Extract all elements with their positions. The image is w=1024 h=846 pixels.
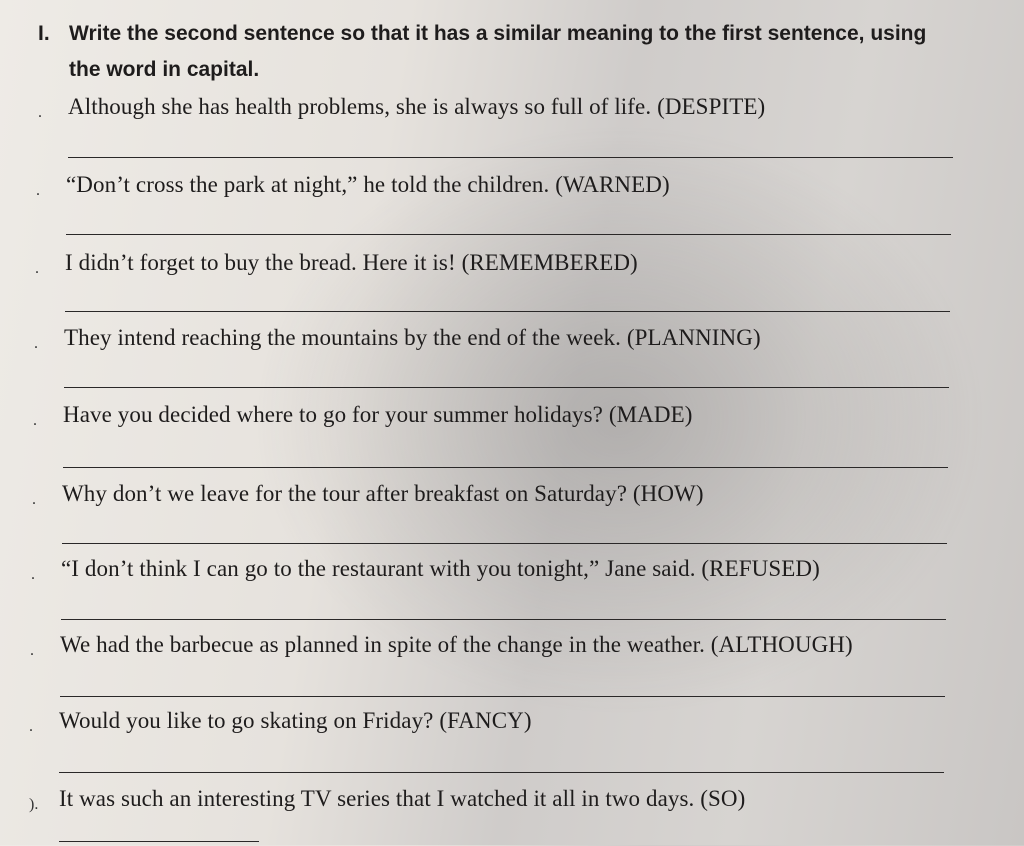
item-marker: .: [32, 491, 36, 508]
exercise-instructions: [38, 16, 988, 88]
item-sentence: Why don’t we leave for the tour after breakfast on Saturday? (HOW): [62, 481, 704, 506]
item-sentence: “I don’t think I can go to the restaurant with you tonight,” Jane said. (REFUSED): [61, 556, 820, 581]
answer-line[interactable]: [65, 311, 950, 312]
item-sentence: We had the barbecue as planned in spite of the change in the weather. (ALTHOUGH): [60, 632, 853, 657]
exercise-item-10: [29, 786, 969, 846]
item-marker: .: [29, 718, 33, 735]
answer-line[interactable]: [61, 619, 946, 620]
item-sentence: I didn’t forget to buy the bread. Here it is! (REMEMBERED): [65, 250, 638, 275]
item-sentence: It was such an interesting TV series that I watched it all in two days. (SO): [59, 786, 746, 811]
exercise-item-5: [33, 402, 973, 462]
answer-line[interactable]: [59, 841, 259, 842]
exercise-item-8: [30, 632, 970, 692]
item-marker: .: [38, 104, 42, 121]
exercise-item-2: [36, 172, 976, 232]
item-sentence: Would you like to go skating on Friday? (FANCY): [59, 708, 532, 733]
exercise-item-6: [32, 481, 972, 541]
item-sentence: Have you decided where to go for your summer holidays? (MADE): [63, 402, 693, 427]
exercise-item-7: [31, 556, 971, 616]
item-sentence: “Don’t cross the park at night,” he told the children. (WARNED): [66, 172, 670, 197]
answer-line[interactable]: [63, 467, 948, 468]
item-marker: ).: [29, 796, 39, 813]
item-marker: .: [34, 335, 38, 352]
exercise-number: I.: [38, 22, 50, 45]
item-marker: .: [36, 182, 40, 199]
exercise-item-3: [35, 250, 975, 310]
item-marker: .: [33, 412, 37, 429]
item-marker: .: [31, 566, 35, 583]
instructions-line-1: Write the second sentence so that it has a similar meaning to the first sentence, using: [69, 22, 927, 45]
answer-line[interactable]: [66, 234, 951, 235]
answer-line[interactable]: [64, 387, 949, 388]
answer-line[interactable]: [60, 696, 945, 697]
answer-line[interactable]: [59, 772, 944, 773]
answer-line[interactable]: [68, 157, 953, 158]
exercise-item-1: [38, 94, 978, 154]
item-sentence: Although she has health problems, she is always so full of life. (DESPITE): [68, 94, 766, 119]
item-marker: .: [30, 642, 34, 659]
exercise-item-9: [29, 708, 969, 768]
item-sentence: They intend reaching the mountains by the end of the week. (PLANNING): [64, 325, 761, 350]
item-marker: .: [35, 260, 39, 277]
instructions-line-2: the word in capital.: [69, 58, 260, 81]
answer-line[interactable]: [62, 543, 947, 544]
exercise-item-4: [34, 325, 974, 385]
